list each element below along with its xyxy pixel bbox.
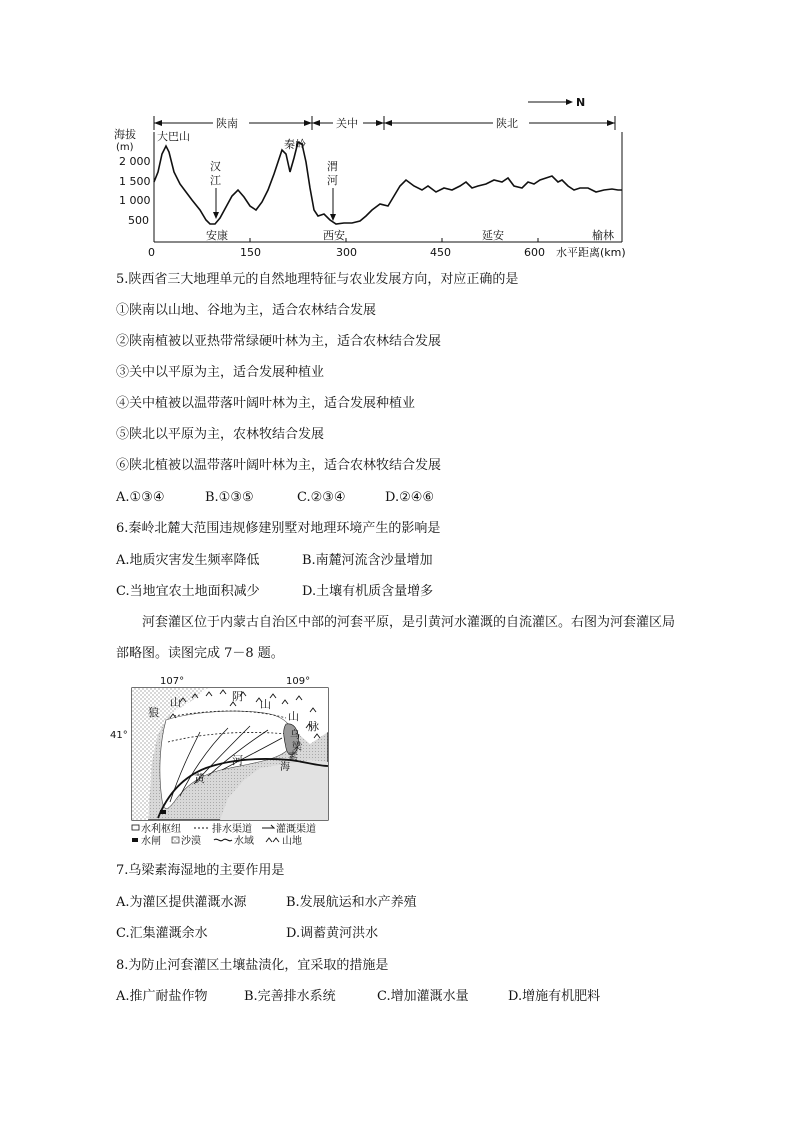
legend-hub-label: 水利枢纽 (141, 824, 181, 835)
region-label-shanbei: 陕北 (496, 117, 518, 130)
passage-hetao: 河套灌区位于内蒙古自治区中部的河套平原，是引黄河水灌溉的自流灌区。右图为河套灌区局部略图。读图完成 7－8 题。 (116, 615, 676, 661)
q8-option-b[interactable]: B.完善排水系统 (244, 989, 336, 1004)
map-label-wu: 乌 (290, 730, 300, 741)
y-axis-unit: (m) (116, 142, 134, 153)
q5-stem: 5.陕西省三大地理单元的自然地理特征与农业发展方向，对应正确的是 (116, 272, 519, 287)
elevation-profile-line (154, 142, 622, 224)
y-tick-500: 500 (128, 214, 149, 227)
y-axis-label: 海拔 (114, 128, 136, 141)
q5-statement-1: ①陕南以山地、谷地为主，适合农林结合发展 (116, 303, 377, 318)
q8-option-d[interactable]: D.增施有机肥料 (508, 989, 601, 1004)
x-tick-0: 0 (148, 246, 155, 259)
map-legend (132, 822, 316, 847)
peak-label-dabashan: 大巴山 (157, 130, 190, 143)
legend-water-label: 水域 (234, 836, 254, 847)
q6-option-a[interactable]: A.地质灾害发生频率降低 (116, 553, 260, 568)
q6-options-row2 (116, 584, 433, 600)
legend-irrigation-label: 灌溉渠道 (276, 824, 316, 835)
map-label-shan-1: 山 (170, 696, 181, 709)
north-arrow-head-icon (566, 99, 573, 105)
map-label-lang: 狼 (148, 706, 159, 719)
q7-option-d[interactable]: D.调蓄黄河洪水 (286, 926, 379, 941)
q6-option-c[interactable]: C.当地宜农土地面积减少 (116, 584, 260, 599)
river-label-han-1: 汉 (210, 160, 221, 173)
x-tick-600: 600 (524, 246, 545, 259)
q7-options-row1 (116, 895, 417, 911)
map-label-liang: 梁 (292, 742, 302, 753)
q5-option-a[interactable]: A.①③④ (116, 490, 165, 505)
legend-desert-icon (172, 837, 179, 843)
hydro-hub-icon (160, 810, 166, 814)
q6-option-d[interactable]: D.土壤有机质含量增多 (302, 584, 434, 599)
map-label-mai: 脉 (308, 720, 319, 733)
map-label-shan-2: 山 (260, 698, 271, 711)
hetao-map-figure (110, 672, 340, 850)
map-label-hai: 海 (280, 762, 290, 773)
legend-water-icon (214, 839, 232, 841)
map-label-shan-3: 山 (288, 710, 299, 723)
map-lon-107: 107° (160, 676, 185, 687)
q5-options (116, 490, 434, 506)
q5-option-d[interactable]: D.②④⑥ (385, 490, 435, 505)
q7-stem: 7.乌梁素海湿地的主要作用是 (116, 863, 285, 878)
elevation-profile-figure (110, 92, 640, 260)
river-label-wei-2: 河 (327, 174, 338, 187)
north-label: N (576, 96, 586, 109)
map-label-su: 素 (288, 752, 298, 763)
x-tick-300: 300 (336, 246, 357, 259)
q5-option-b[interactable]: B.①③⑤ (205, 490, 254, 505)
q5-statement-4: ④关中植被以温带落叶阔叶林为主，适合发展种植业 (116, 396, 416, 411)
legend-gate-icon (132, 838, 138, 842)
q5-statement-6: ⑥陕北植被以温带落叶阔叶林为主，适合农林牧结合发展 (116, 458, 442, 473)
q7-option-c[interactable]: C.汇集灌溉余水 (116, 926, 208, 941)
q8-options (116, 989, 600, 1005)
x-tick-450: 450 (430, 246, 451, 259)
legend-desert-label: 沙漠 (181, 836, 201, 847)
map-label-he: 河 (232, 754, 243, 767)
q5-option-c[interactable]: C.②③④ (297, 490, 346, 505)
q8-option-a[interactable]: A.推广耐盐作物 (116, 989, 208, 1004)
q8-stem: 8.为防止河套灌区土壤盐渍化，宜采取的措施是 (116, 958, 389, 973)
x-tick-150: 150 (240, 246, 261, 259)
city-label-xian: 西安 (323, 229, 345, 242)
city-label-yanan: 延安 (482, 229, 504, 242)
q7-options-row2 (116, 926, 378, 942)
city-label-ankang: 安康 (206, 229, 228, 242)
river-label-han-2: 江 (210, 174, 221, 187)
y-tick-2000: 2 000 (119, 155, 151, 168)
region-label-guanzhong: 关中 (336, 117, 358, 130)
peak-label-qinling: 秦岭 (284, 138, 306, 151)
river-label-wei-1: 渭 (327, 160, 338, 173)
legend-mountain-label: 山地 (282, 836, 302, 847)
map-lat-41: 41° (110, 730, 128, 741)
map-label-yin: 阴 (232, 690, 243, 703)
q7-option-a[interactable]: A.为灌区提供灌溉水源 (116, 895, 247, 910)
legend-gate-label: 水闸 (141, 836, 161, 847)
y-tick-1500: 1 500 (119, 175, 151, 188)
legend-hub-icon (132, 825, 139, 830)
region-label-shannan: 陕南 (216, 117, 238, 130)
q8-option-c[interactable]: C.增加灌溉水量 (377, 989, 469, 1004)
q5-statement-3: ③关中以平原为主，适合发展种植业 (116, 365, 325, 380)
legend-drain-label: 排水渠道 (212, 824, 252, 835)
x-axis-label: 水平距离(km) (556, 246, 626, 259)
map-lon-109: 109° (286, 676, 311, 687)
map-svg (110, 672, 340, 850)
q5-statement-2: ②陕南植被以亚热带常绿硬叶林为主，适合农林结合发展 (116, 334, 442, 349)
q5-statement-5: ⑤陕北以平原为主，农林牧结合发展 (116, 427, 325, 442)
q6-option-b[interactable]: B.南麓河流含沙量增加 (302, 553, 433, 568)
profile-svg (110, 92, 640, 260)
q6-options-row1 (116, 553, 433, 569)
map-label-huang: 黄 (194, 772, 205, 785)
y-tick-1000: 1 000 (119, 194, 151, 207)
city-label-yulin: 榆林 (592, 229, 614, 242)
q6-stem: 6.秦岭北麓大范围违规修建别墅对地理环境产生的影响是 (116, 521, 441, 536)
legend-mountain-icon (266, 838, 279, 842)
q7-option-b[interactable]: B.发展航运和水产养殖 (286, 895, 417, 910)
legend-irrigation-icon (262, 825, 274, 828)
